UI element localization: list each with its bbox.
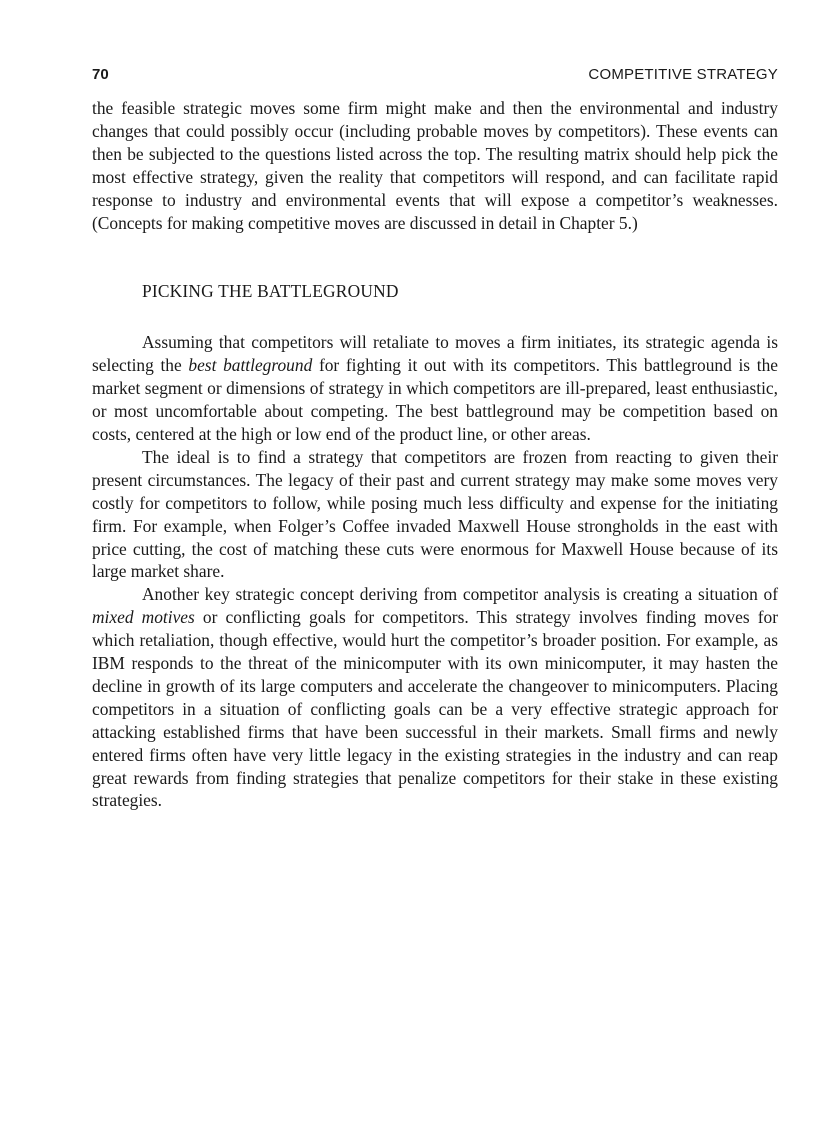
paragraph-continued: the feasible strategic moves some firm might make and then the environmental and industry changes that could possibly occur (including probable moves by competitors). These events can then be subjected to the questions listed across the top. The resulting matrix should help pick the most effective strategy, given the reality that competitors will respond, and can facilitate rapid response to industry and environmental events that will expose a competitor’s weaknesses. (Concepts for making competitive moves are discussed in detail in Chapter 5.) xyxy=(92,98,778,233)
paragraph-text: Another key strategic concept deriving from competitor analysis is creating a situation of xyxy=(142,584,778,605)
paragraph-text: or conflicting goals for competitors. This strategy involves finding moves for which retaliation, though effective, would hurt the competitor’s broader position. For example, as IBM responds to the threat of the minicomputer with its own minicomputer, it may hasten the decline in growth of its large computers and accelerate the changeover to minicomputers. Placing competitors in a situation of conflicting goals can be a very effective strategic approach for attacking established firms that have been successful in their markets. Small firms and newly entered firms often have very little legacy in the existing strategies in the industry and can reap great rewards from finding strategies that penalize competitors for their stake in these existing strategies. xyxy=(92,607,778,811)
emphasis-best-battleground: best battleground xyxy=(188,355,313,376)
paragraph-text: for fighting it out with its competitors. This battleground is the market segment or dimensions of strategy in which competitors are ill-prepared, least enthusiastic, or most uncomfortable about competing. The best battleground may be competition based on costs, centered at the high or low end of the product line, or other areas. xyxy=(92,355,778,444)
chapter-title: COMPETITIVE STRATEGY xyxy=(588,66,778,83)
paragraph-mixed-motives xyxy=(92,583,778,812)
running-head xyxy=(92,66,778,84)
paragraph-ideal-strategy: The ideal is to find a strategy that competitors are frozen from reacting to given their present circumstances. The legacy of their past and current strategy may make some moves very costly for competitors to follow, while posing much less difficulty and expense for the initiating firm. For example, when Folger’s Coffee invaded Maxwell House strongholds in the east with price cutting, the cost of matching these cuts were enormous for Maxwell House because of its large market share. xyxy=(92,446,778,582)
section-heading: PICKING THE BATTLEGROUND xyxy=(142,281,399,302)
emphasis-mixed-motives: mixed motives xyxy=(92,607,195,628)
page-number: 70 xyxy=(92,66,109,83)
body-text xyxy=(92,97,778,812)
paragraph-text: Assuming that competitors will retaliate to moves a firm initiates, its strategic agenda is selecting the xyxy=(92,332,778,376)
paragraph-battleground xyxy=(92,331,778,446)
